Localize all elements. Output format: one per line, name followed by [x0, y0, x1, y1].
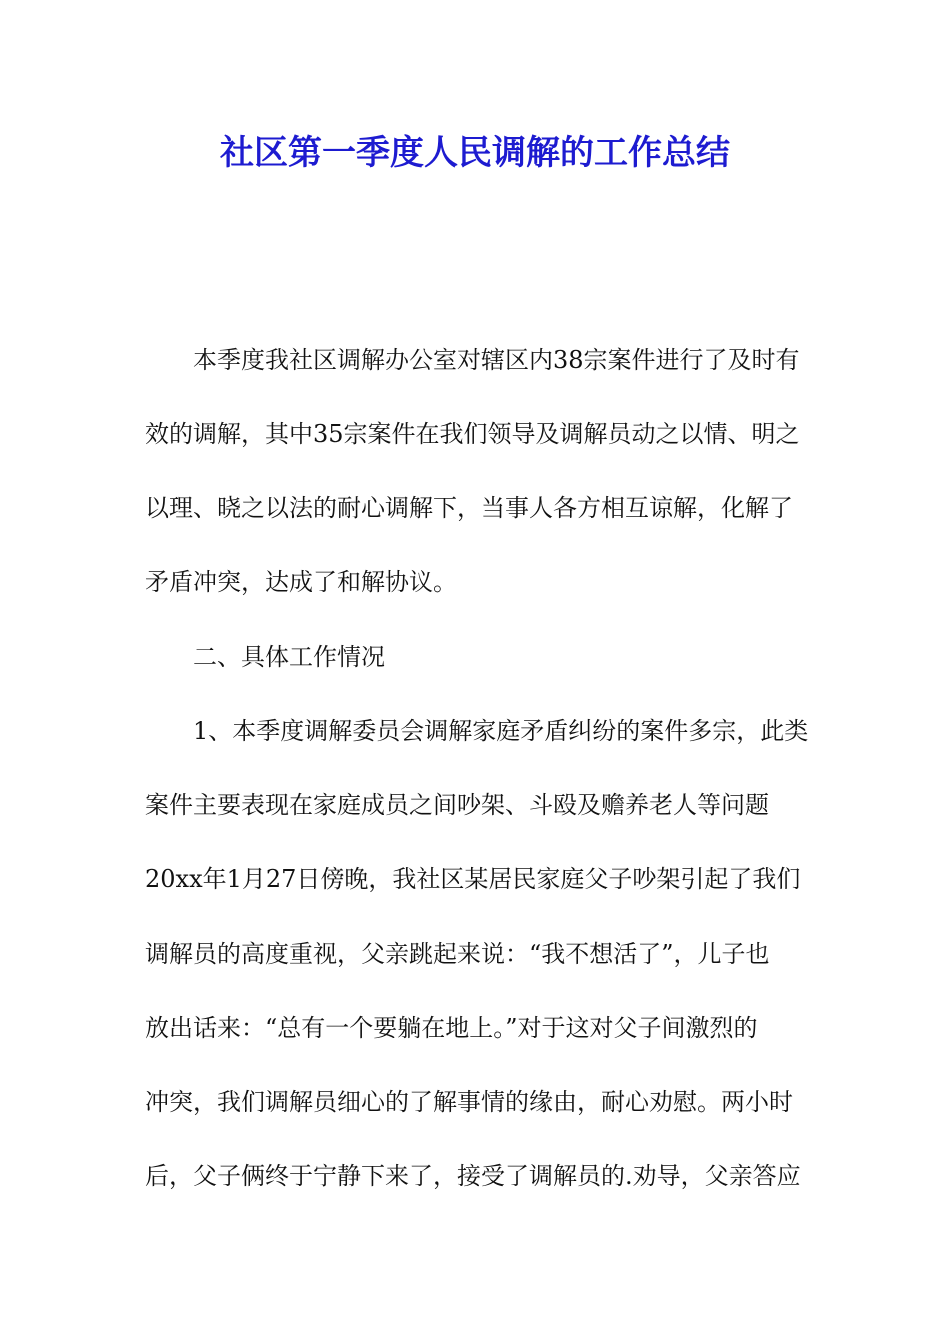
paragraph-line: 以理、晓之以法的耐心调解下，当事人各方相互谅解，化解了	[145, 494, 793, 522]
section-heading: 二、具体工作情况	[193, 643, 385, 671]
document-title: 社区第一季度人民调解的工作总结	[220, 133, 730, 173]
paragraph-line: 1、本季度调解委员会调解家庭矛盾纠纷的案件多宗，此类	[193, 717, 809, 745]
paragraph-line: 案件主要表现在家庭成员之间吵架、斗殴及赡养老人等问题	[145, 791, 769, 819]
paragraph-line: 矛盾冲突，达成了和解协议。	[145, 568, 457, 596]
paragraph-line: 冲突，我们调解员细心的了解事情的缘由，耐心劝慰。两小时	[145, 1088, 793, 1116]
paragraph-line: 后，父子俩终于宁静下来了，接受了调解员的.劝导，父亲答应	[145, 1162, 801, 1190]
paragraph-line: 调解员的高度重视，父亲跳起来说：“我不想活了”，儿子也	[145, 940, 770, 968]
paragraph-line: 效的调解，其中35宗案件在我们领导及调解员动之以情、明之	[145, 420, 800, 448]
paragraph-line: 放出话来：“总有一个要躺在地上。”对于这对父子间激烈的	[145, 1014, 758, 1042]
paragraph-line: 本季度我社区调解办公室对辖区内38宗案件进行了及时有	[193, 346, 800, 374]
paragraph-line: 20xx年1月27日傍晚，我社区某居民家庭父子吵架引起了我们	[145, 865, 801, 893]
